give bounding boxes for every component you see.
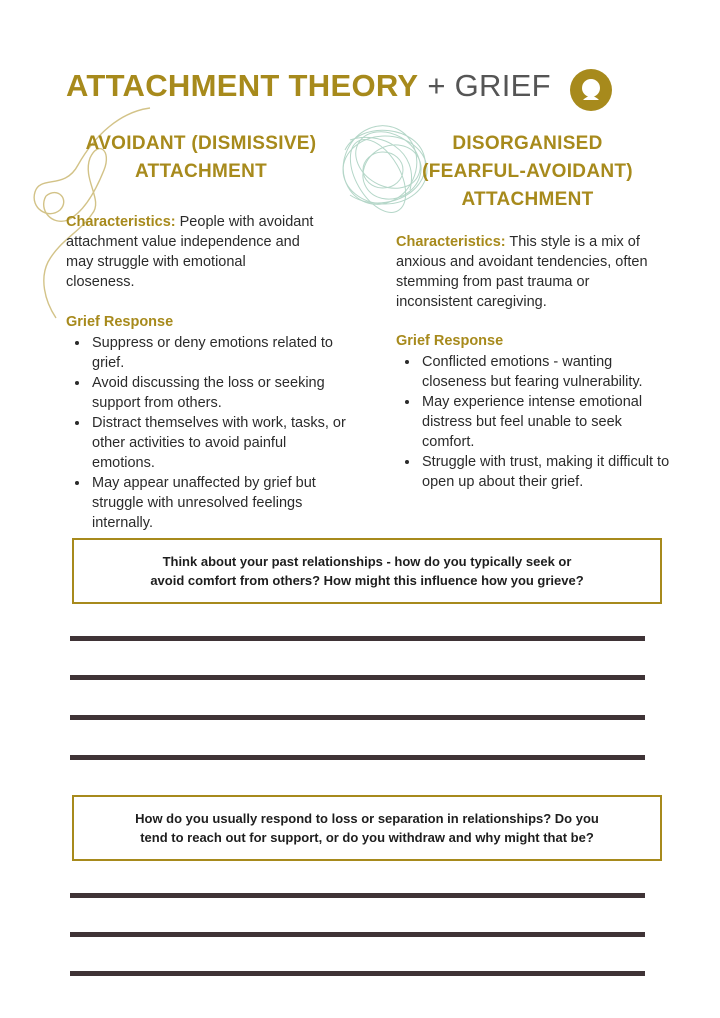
right-characteristics-text: This style is a mix of anxious and avoidant tendencies, often stemming from past trauma or inconsistent caregiving. xyxy=(396,234,648,310)
writing-line-6[interactable] xyxy=(70,932,645,937)
list-item: • Conflicted emotions - wanting closeness but fearing vulnerability. xyxy=(420,352,670,392)
title-light: GRIEF xyxy=(454,68,551,103)
list-item: • Avoid discussing the loss or seeking support from others. xyxy=(90,373,352,413)
left-bullet-list xyxy=(70,333,352,533)
writing-line-4[interactable] xyxy=(70,755,645,760)
left-grief-heading: Grief Response xyxy=(66,314,174,330)
list-item: • May appear unaffected by grief but struggle with unresolved feelings internally. xyxy=(90,473,352,533)
right-heading xyxy=(395,130,660,214)
left-characteristics xyxy=(66,212,316,292)
title-bold: ATTACHMENT THEORY xyxy=(66,68,419,103)
list-item: • Distract themselves with work, tasks, or other activities to avoid painful emotions. xyxy=(90,413,352,473)
left-characteristics-text: People with avoidant attachment value independence and may struggle with emotional closeness. xyxy=(66,214,314,290)
right-characteristics-label: Characteristics: xyxy=(396,234,506,250)
list-item: • Suppress or deny emotions related to grief. xyxy=(90,333,352,373)
left-heading-line1: AVOIDANT (DISMISSIVE) xyxy=(85,133,317,154)
prompt-1-line1: Think about your past relationships - how do you typically seek or xyxy=(162,554,572,569)
right-heading-line2: (FEARFUL-AVOIDANT) xyxy=(422,161,633,182)
writing-line-1[interactable] xyxy=(70,636,645,641)
writing-line-5[interactable] xyxy=(70,893,645,898)
title-plus: + xyxy=(427,68,446,103)
prompt-1-line2: avoid comfort from others? How might this influence how you grieve? xyxy=(150,573,584,588)
left-heading-line2: ATTACHMENT xyxy=(134,161,268,182)
reflection-prompt-2 xyxy=(72,795,662,861)
prompt-2-line1: How do you usually respond to loss or separation in relationships? Do you xyxy=(135,811,599,826)
writing-line-7[interactable] xyxy=(70,971,645,976)
left-characteristics-label: Characteristics: xyxy=(66,214,176,230)
list-item: • May experience intense emotional distress but feel unable to seek comfort. xyxy=(420,392,670,452)
left-heading xyxy=(62,130,340,186)
page-title xyxy=(66,68,551,104)
reflection-prompt-1 xyxy=(72,538,662,604)
list-item: • Struggle with trust, making it difficult to open up about their grief. xyxy=(420,452,670,492)
writing-line-3[interactable] xyxy=(70,715,645,720)
right-characteristics xyxy=(396,232,654,312)
right-heading-line3: ATTACHMENT xyxy=(461,189,594,210)
right-bullet-list xyxy=(400,352,670,492)
circle-logo-icon xyxy=(569,68,613,112)
prompt-2-line2: tend to reach out for support, or do you withdraw and why might that be? xyxy=(140,830,594,845)
writing-line-2[interactable] xyxy=(70,675,645,680)
right-heading-line1: DISORGANISED xyxy=(452,133,603,154)
right-grief-heading: Grief Response xyxy=(396,333,504,349)
